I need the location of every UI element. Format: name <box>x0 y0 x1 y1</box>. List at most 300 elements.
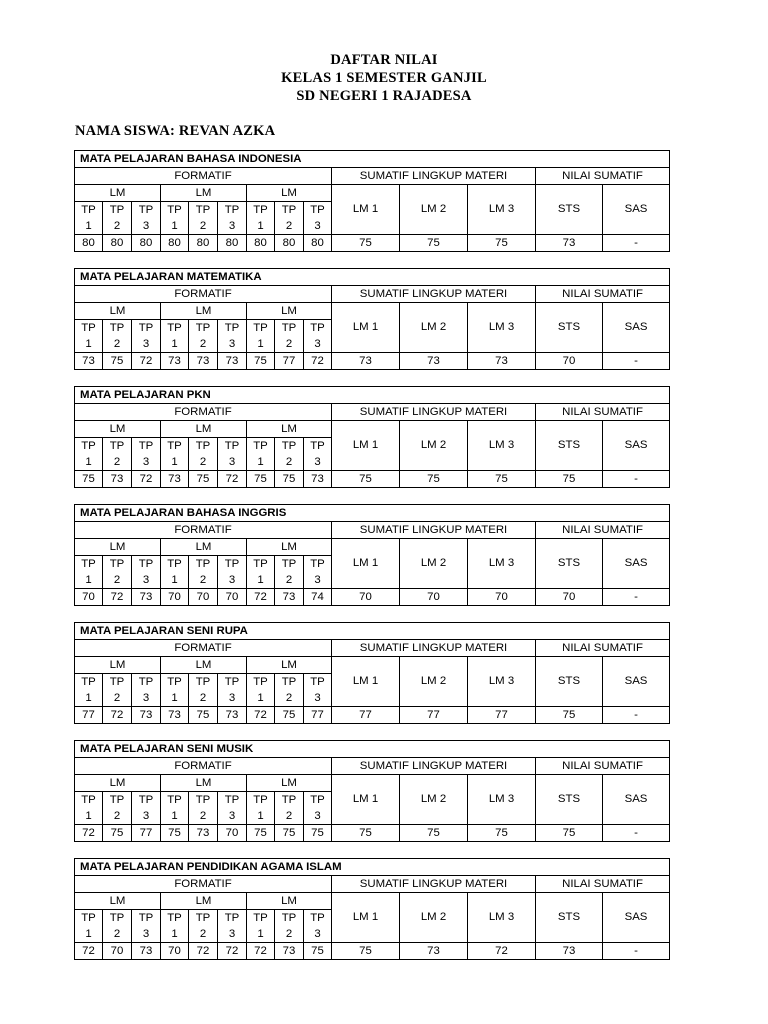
tp-label: TP <box>247 674 275 691</box>
formatif-score: 77 <box>75 707 103 724</box>
lm2-header: LM 2 <box>400 657 468 707</box>
tp-number: 3 <box>132 336 161 353</box>
tp-label: TP <box>275 320 304 337</box>
formatif-score: 80 <box>218 235 247 252</box>
subject-grade-table <box>74 386 670 488</box>
tp-label: TP <box>103 556 132 573</box>
formatif-header: FORMATIF <box>75 876 332 893</box>
tp-label: TP <box>275 438 304 455</box>
formatif-score: 80 <box>161 235 189 252</box>
formatif-score: 75 <box>247 353 275 370</box>
tp-number: 1 <box>161 336 189 353</box>
formatif-score: 72 <box>247 589 275 606</box>
sumatif-lm-score: 72 <box>468 943 536 960</box>
subject-title: MATA PELAJARAN MATEMATIKA <box>75 269 670 286</box>
subject-title: MATA PELAJARAN PENDIDIKAN AGAMA ISLAM <box>75 859 670 876</box>
subject-grade-table <box>74 268 670 370</box>
sts-score: 75 <box>536 471 603 488</box>
tp-number: 1 <box>161 218 189 235</box>
tp-label: TP <box>275 202 304 219</box>
tp-number: 3 <box>132 572 161 589</box>
sumatif-lm-score: 77 <box>332 707 400 724</box>
sumatif-lingkup-materi-header: SUMATIF LINGKUP MATERI <box>332 876 536 893</box>
tp-number: 2 <box>103 218 132 235</box>
tp-label: TP <box>161 438 189 455</box>
tp-number: 3 <box>304 808 332 825</box>
formatif-score: 72 <box>75 943 103 960</box>
formatif-score: 75 <box>161 825 189 842</box>
tp-number: 1 <box>75 926 103 943</box>
lm-group-header: LM <box>247 421 332 438</box>
sumatif-lm-score: 75 <box>468 235 536 252</box>
sts-header: STS <box>536 539 603 589</box>
formatif-score: 73 <box>304 471 332 488</box>
sumatif-lm-score: 73 <box>400 353 468 370</box>
lm3-header: LM 3 <box>468 775 536 825</box>
tp-number: 3 <box>132 690 161 707</box>
formatif-score: 73 <box>132 943 161 960</box>
nilai-sumatif-header: NILAI SUMATIF <box>536 522 670 539</box>
formatif-score: 72 <box>103 707 132 724</box>
formatif-header: FORMATIF <box>75 404 332 421</box>
tp-label: TP <box>103 910 132 927</box>
formatif-score: 73 <box>132 589 161 606</box>
tp-label: TP <box>103 438 132 455</box>
tp-number: 3 <box>218 454 247 471</box>
tp-number: 1 <box>247 454 275 471</box>
sas-header: SAS <box>603 775 670 825</box>
tp-number: 3 <box>132 454 161 471</box>
sumatif-lm-score: 75 <box>400 471 468 488</box>
tp-label: TP <box>275 674 304 691</box>
subject-grade-table <box>74 504 670 606</box>
tp-label: TP <box>275 792 304 809</box>
subject-grade-table <box>74 858 670 960</box>
lm-group-header: LM <box>247 893 332 910</box>
sas-score: - <box>603 825 670 842</box>
sumatif-lm-score: 75 <box>332 471 400 488</box>
lm1-header: LM 1 <box>332 657 400 707</box>
lm1-header: LM 1 <box>332 421 400 471</box>
formatif-score: 77 <box>132 825 161 842</box>
formatif-score: 74 <box>304 589 332 606</box>
sumatif-lm-score: 75 <box>400 825 468 842</box>
nilai-sumatif-header: NILAI SUMATIF <box>536 876 670 893</box>
tp-number: 2 <box>275 572 304 589</box>
lm-group-header: LM <box>247 775 332 792</box>
formatif-score: 73 <box>275 943 304 960</box>
formatif-score: 80 <box>189 235 218 252</box>
tp-label: TP <box>161 320 189 337</box>
sumatif-lingkup-materi-header: SUMATIF LINGKUP MATERI <box>332 522 536 539</box>
formatif-header: FORMATIF <box>75 758 332 775</box>
tp-label: TP <box>189 910 218 927</box>
school-name: SD NEGERI 1 RAJADESA <box>296 88 472 104</box>
formatif-score: 77 <box>304 707 332 724</box>
subject-title: MATA PELAJARAN BAHASA INDONESIA <box>75 151 670 168</box>
sas-score: - <box>603 589 670 606</box>
sts-score: 75 <box>536 825 603 842</box>
tp-label: TP <box>189 320 218 337</box>
sts-header: STS <box>536 775 603 825</box>
lm1-header: LM 1 <box>332 893 400 943</box>
sumatif-lm-score: 73 <box>400 943 468 960</box>
tp-label: TP <box>304 910 332 927</box>
lm-group-header: LM <box>161 185 247 202</box>
formatif-score: 72 <box>247 707 275 724</box>
sumatif-lm-score: 70 <box>332 589 400 606</box>
lm-group-header: LM <box>247 185 332 202</box>
tp-number: 2 <box>189 454 218 471</box>
tp-number: 3 <box>304 690 332 707</box>
tp-label: TP <box>304 792 332 809</box>
lm1-header: LM 1 <box>332 539 400 589</box>
tp-number: 3 <box>132 218 161 235</box>
sumatif-lingkup-materi-header: SUMATIF LINGKUP MATERI <box>332 168 536 185</box>
nilai-sumatif-header: NILAI SUMATIF <box>536 758 670 775</box>
tp-number: 2 <box>103 336 132 353</box>
tp-label: TP <box>218 320 247 337</box>
sumatif-lm-score: 75 <box>400 235 468 252</box>
sumatif-lingkup-materi-header: SUMATIF LINGKUP MATERI <box>332 640 536 657</box>
tp-number: 3 <box>132 808 161 825</box>
lm-group-header: LM <box>161 421 247 438</box>
formatif-score: 73 <box>218 353 247 370</box>
class-semester-line: KELAS 1 SEMESTER GANJIL <box>281 70 487 86</box>
formatif-score: 73 <box>75 353 103 370</box>
lm-group-header: LM <box>247 657 332 674</box>
lm-group-header: LM <box>247 539 332 556</box>
tp-number: 1 <box>161 454 189 471</box>
tp-label: TP <box>218 910 247 927</box>
tp-label: TP <box>275 910 304 927</box>
lm-group-header: LM <box>75 657 161 674</box>
sumatif-lm-score: 75 <box>332 235 400 252</box>
tp-label: TP <box>103 792 132 809</box>
formatif-score: 70 <box>75 589 103 606</box>
tp-number: 2 <box>189 690 218 707</box>
sas-score: - <box>603 707 670 724</box>
lm2-header: LM 2 <box>400 185 468 235</box>
formatif-score: 72 <box>132 471 161 488</box>
tp-number: 2 <box>275 218 304 235</box>
tp-label: TP <box>189 674 218 691</box>
formatif-score: 75 <box>304 825 332 842</box>
sts-header: STS <box>536 185 603 235</box>
tp-label: TP <box>218 556 247 573</box>
sas-header: SAS <box>603 421 670 471</box>
formatif-score: 75 <box>275 471 304 488</box>
formatif-score: 77 <box>275 353 304 370</box>
nilai-sumatif-header: NILAI SUMATIF <box>536 640 670 657</box>
formatif-score: 73 <box>161 353 189 370</box>
lm-group-header: LM <box>75 421 161 438</box>
lm-group-header: LM <box>75 539 161 556</box>
lm-group-header: LM <box>161 539 247 556</box>
tp-number: 3 <box>132 926 161 943</box>
lm2-header: LM 2 <box>400 421 468 471</box>
tp-label: TP <box>161 202 189 219</box>
tp-label: TP <box>189 792 218 809</box>
sts-score: 73 <box>536 235 603 252</box>
lm-group-header: LM <box>75 893 161 910</box>
tp-label: TP <box>218 674 247 691</box>
tp-label: TP <box>75 792 103 809</box>
tp-label: TP <box>132 202 161 219</box>
tp-number: 2 <box>103 690 132 707</box>
formatif-score: 80 <box>304 235 332 252</box>
lm3-header: LM 3 <box>468 657 536 707</box>
tp-number: 2 <box>189 218 218 235</box>
lm3-header: LM 3 <box>468 539 536 589</box>
formatif-score: 75 <box>75 471 103 488</box>
tp-label: TP <box>247 438 275 455</box>
tp-label: TP <box>304 556 332 573</box>
sts-score: 75 <box>536 707 603 724</box>
tp-label: TP <box>75 556 103 573</box>
formatif-score: 72 <box>132 353 161 370</box>
tp-label: TP <box>103 674 132 691</box>
tp-number: 2 <box>275 808 304 825</box>
tp-number: 1 <box>247 808 275 825</box>
tp-number: 2 <box>189 808 218 825</box>
formatif-score: 80 <box>103 235 132 252</box>
sumatif-lm-score: 75 <box>332 825 400 842</box>
tp-label: TP <box>161 674 189 691</box>
tp-label: TP <box>189 438 218 455</box>
formatif-score: 73 <box>161 471 189 488</box>
formatif-score: 72 <box>218 471 247 488</box>
tp-label: TP <box>132 556 161 573</box>
tp-number: 3 <box>218 218 247 235</box>
formatif-score: 70 <box>161 589 189 606</box>
tp-label: TP <box>304 438 332 455</box>
sas-header: SAS <box>603 303 670 353</box>
formatif-score: 80 <box>75 235 103 252</box>
tp-label: TP <box>218 438 247 455</box>
formatif-score: 73 <box>189 825 218 842</box>
tp-number: 2 <box>103 926 132 943</box>
tp-number: 3 <box>304 336 332 353</box>
sas-header: SAS <box>603 893 670 943</box>
formatif-score: 75 <box>304 943 332 960</box>
subject-title: MATA PELAJARAN PKN <box>75 387 670 404</box>
sas-score: - <box>603 943 670 960</box>
lm-group-header: LM <box>161 303 247 320</box>
lm2-header: LM 2 <box>400 775 468 825</box>
sumatif-lm-score: 75 <box>468 825 536 842</box>
document-title: DAFTAR NILAI <box>330 52 438 68</box>
formatif-score: 72 <box>75 825 103 842</box>
formatif-header: FORMATIF <box>75 640 332 657</box>
tp-label: TP <box>247 792 275 809</box>
lm1-header: LM 1 <box>332 303 400 353</box>
tp-label: TP <box>304 202 332 219</box>
tp-number: 2 <box>275 336 304 353</box>
tp-number: 3 <box>218 926 247 943</box>
sts-score: 70 <box>536 589 603 606</box>
sts-score: 70 <box>536 353 603 370</box>
sts-header: STS <box>536 657 603 707</box>
formatif-score: 72 <box>218 943 247 960</box>
formatif-header: FORMATIF <box>75 522 332 539</box>
formatif-score: 72 <box>189 943 218 960</box>
formatif-score: 75 <box>103 825 132 842</box>
lm-group-header: LM <box>161 657 247 674</box>
tp-number: 1 <box>247 572 275 589</box>
formatif-score: 75 <box>189 471 218 488</box>
tp-label: TP <box>75 438 103 455</box>
tp-number: 2 <box>275 926 304 943</box>
formatif-score: 73 <box>132 707 161 724</box>
tp-number: 1 <box>75 454 103 471</box>
formatif-score: 80 <box>132 235 161 252</box>
tp-number: 1 <box>161 690 189 707</box>
tp-number: 3 <box>218 336 247 353</box>
sas-header: SAS <box>603 657 670 707</box>
lm-group-header: LM <box>161 893 247 910</box>
formatif-score: 72 <box>103 589 132 606</box>
formatif-score: 75 <box>189 707 218 724</box>
sts-header: STS <box>536 421 603 471</box>
tp-label: TP <box>218 202 247 219</box>
tp-number: 1 <box>75 690 103 707</box>
tp-number: 1 <box>161 926 189 943</box>
tp-label: TP <box>161 556 189 573</box>
tp-label: TP <box>161 792 189 809</box>
tp-number: 1 <box>247 926 275 943</box>
lm3-header: LM 3 <box>468 421 536 471</box>
formatif-score: 70 <box>189 589 218 606</box>
lm-group-header: LM <box>75 185 161 202</box>
tp-label: TP <box>275 556 304 573</box>
tp-number: 1 <box>161 572 189 589</box>
sumatif-lm-score: 77 <box>400 707 468 724</box>
sumatif-lm-score: 70 <box>400 589 468 606</box>
tp-label: TP <box>132 320 161 337</box>
tp-label: TP <box>304 674 332 691</box>
tp-number: 3 <box>218 808 247 825</box>
tp-label: TP <box>75 320 103 337</box>
formatif-score: 72 <box>247 943 275 960</box>
tp-number: 2 <box>103 572 132 589</box>
tp-label: TP <box>218 792 247 809</box>
nilai-sumatif-header: NILAI SUMATIF <box>536 168 670 185</box>
tp-number: 1 <box>161 808 189 825</box>
formatif-score: 75 <box>103 353 132 370</box>
sumatif-lm-score: 70 <box>468 589 536 606</box>
formatif-score: 80 <box>275 235 304 252</box>
tp-number: 1 <box>247 218 275 235</box>
tp-number: 1 <box>75 336 103 353</box>
sumatif-lingkup-materi-header: SUMATIF LINGKUP MATERI <box>332 286 536 303</box>
formatif-score: 73 <box>189 353 218 370</box>
formatif-score: 80 <box>247 235 275 252</box>
formatif-score: 73 <box>218 707 247 724</box>
sumatif-lm-score: 77 <box>468 707 536 724</box>
formatif-score: 73 <box>275 589 304 606</box>
nilai-sumatif-header: NILAI SUMATIF <box>536 404 670 421</box>
lm1-header: LM 1 <box>332 775 400 825</box>
lm-group-header: LM <box>75 303 161 320</box>
tp-label: TP <box>247 910 275 927</box>
tp-number: 2 <box>103 808 132 825</box>
tp-label: TP <box>189 202 218 219</box>
sas-header: SAS <box>603 185 670 235</box>
formatif-score: 70 <box>161 943 189 960</box>
formatif-header: FORMATIF <box>75 286 332 303</box>
subject-title: MATA PELAJARAN BAHASA INGGRIS <box>75 505 670 522</box>
sts-header: STS <box>536 303 603 353</box>
tp-label: TP <box>247 556 275 573</box>
tp-number: 2 <box>189 572 218 589</box>
lm2-header: LM 2 <box>400 539 468 589</box>
tp-number: 3 <box>304 926 332 943</box>
tp-number: 3 <box>218 572 247 589</box>
tp-label: TP <box>161 910 189 927</box>
sumatif-lm-score: 73 <box>332 353 400 370</box>
sumatif-lm-score: 75 <box>332 943 400 960</box>
formatif-score: 75 <box>275 825 304 842</box>
nilai-sumatif-header: NILAI SUMATIF <box>536 286 670 303</box>
lm3-header: LM 3 <box>468 303 536 353</box>
tp-number: 2 <box>189 336 218 353</box>
subject-grade-table <box>74 150 670 252</box>
tp-label: TP <box>247 320 275 337</box>
tp-label: TP <box>304 320 332 337</box>
lm-group-header: LM <box>247 303 332 320</box>
tp-number: 3 <box>304 218 332 235</box>
tp-label: TP <box>75 910 103 927</box>
sts-header: STS <box>536 893 603 943</box>
tp-number: 3 <box>304 572 332 589</box>
lm-group-header: LM <box>75 775 161 792</box>
tp-number: 2 <box>189 926 218 943</box>
lm3-header: LM 3 <box>468 893 536 943</box>
sumatif-lingkup-materi-header: SUMATIF LINGKUP MATERI <box>332 404 536 421</box>
formatif-score: 73 <box>103 471 132 488</box>
formatif-score: 72 <box>304 353 332 370</box>
lm2-header: LM 2 <box>400 893 468 943</box>
tp-number: 2 <box>275 454 304 471</box>
tp-label: TP <box>132 910 161 927</box>
tp-label: TP <box>132 438 161 455</box>
tp-label: TP <box>132 792 161 809</box>
formatif-score: 73 <box>161 707 189 724</box>
sumatif-lm-score: 75 <box>468 471 536 488</box>
subject-grade-table <box>74 622 670 724</box>
tp-number: 2 <box>275 690 304 707</box>
tp-number: 1 <box>247 690 275 707</box>
tp-label: TP <box>75 202 103 219</box>
tp-number: 1 <box>75 572 103 589</box>
lm-group-header: LM <box>161 775 247 792</box>
tp-label: TP <box>132 674 161 691</box>
sas-header: SAS <box>603 539 670 589</box>
tp-number: 3 <box>218 690 247 707</box>
tp-number: 2 <box>103 454 132 471</box>
student-name-line: NAMA SISWA: REVAN AZKA <box>75 123 276 139</box>
sumatif-lm-score: 73 <box>468 353 536 370</box>
formatif-score: 75 <box>275 707 304 724</box>
subject-title: MATA PELAJARAN SENI RUPA <box>75 623 670 640</box>
formatif-score: 70 <box>218 825 247 842</box>
formatif-score: 70 <box>103 943 132 960</box>
subject-grade-table <box>74 740 670 842</box>
formatif-header: FORMATIF <box>75 168 332 185</box>
sas-score: - <box>603 471 670 488</box>
tp-number: 1 <box>75 218 103 235</box>
